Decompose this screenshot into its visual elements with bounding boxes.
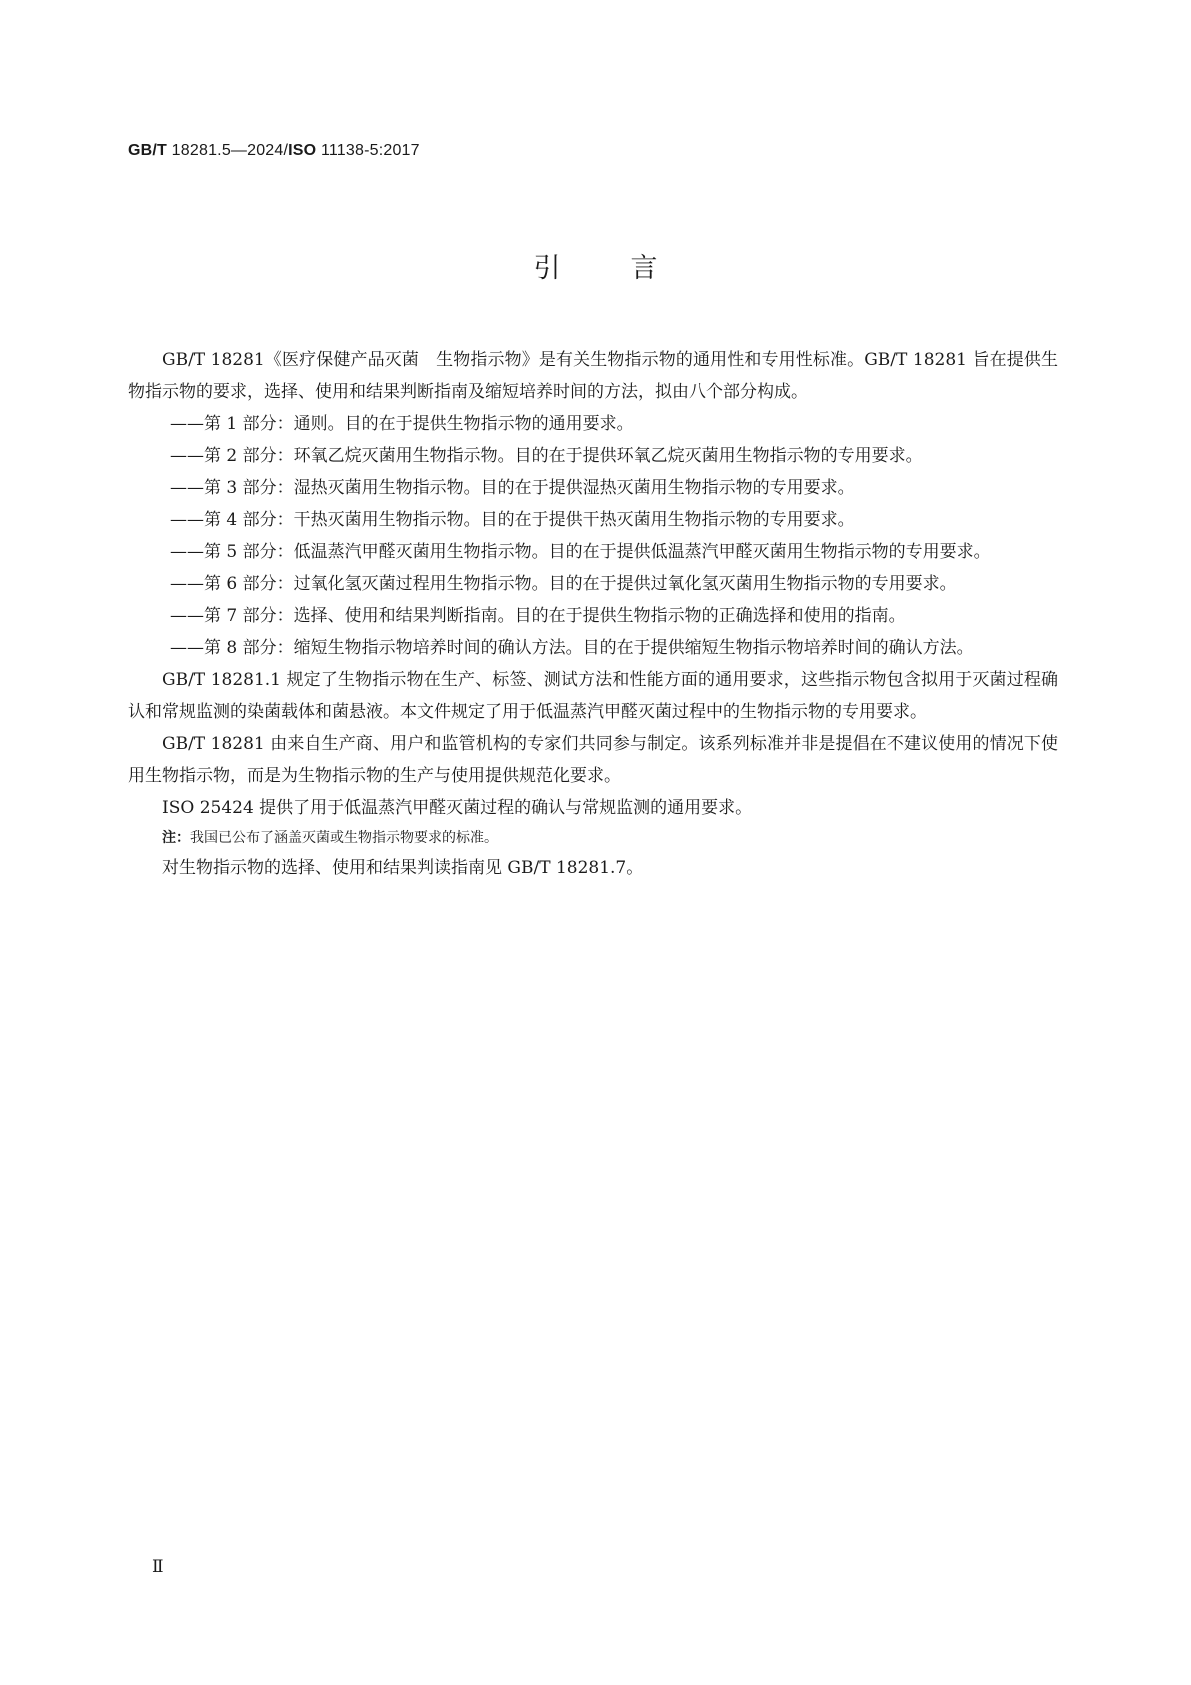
- note-text: 我国已公布了涵盖灭菌或生物指示物要求的标准。: [190, 830, 498, 846]
- page-title: 引言: [533, 253, 728, 284]
- list-item-part-2: ——第 2 部分：环氧乙烷灭菌用生物指示物。目的在于提供环氧乙烷灭菌用生物指示物的专用要求。: [170, 446, 923, 466]
- header-number: 18281.5—2024/: [167, 142, 289, 159]
- header-iso: ISO: [288, 142, 317, 159]
- paragraph-guidance-reference: 对生物指示物的选择、使用和结果判读指南见 GB/T 18281.7。: [162, 858, 644, 878]
- list-item-part-4: ——第 4 部分：干热灭菌用生物指示物。目的在于提供干热灭菌用生物指示物的专用要求。: [170, 510, 855, 530]
- paragraph-series-origin: GB/T 18281 由来自生产商、用户和监管机构的专家们共同参与制定。该系列标准并非是提倡在不建议使用的情况下使用生物指示物，而是为生物指示物的生产与使用提供规范化要求。: [128, 734, 1058, 786]
- page-number: Ⅱ: [152, 1557, 164, 1577]
- list-item-part-5: ——第 5 部分：低温蒸汽甲醛灭菌用生物指示物。目的在于提供低温蒸汽甲醛灭菌用生物指示物的专用要求。: [170, 542, 991, 562]
- intro-paragraph: GB/T 18281《医疗保健产品灭菌 生物指示物》是有关生物指示物的通用性和专用性标准。GB/T 18281 旨在提供生物指示物的要求，选择、使用和结果判断指南及缩短培养时间的方法，拟由八个部分构成。: [128, 350, 1058, 402]
- paragraph-iso-25424: ISO 25424 提供了用于低温蒸汽甲醛灭菌过程的确认与常规监测的通用要求。: [162, 798, 753, 818]
- list-item-part-7: ——第 7 部分：选择、使用和结果判断指南。目的在于提供生物指示物的正确选择和使用的指南。: [170, 606, 906, 626]
- header-gbt: GB/T: [128, 142, 168, 159]
- list-item-part-1: ——第 1 部分：通则。目的在于提供生物指示物的通用要求。: [170, 414, 634, 434]
- header-iso-number: 11138-5:2017: [316, 142, 420, 159]
- paragraph-part1-scope: GB/T 18281.1 规定了生物指示物在生产、标签、测试方法和性能方面的通用要求，这些指示物包含拟用于灭菌过程确认和常规监测的染菌载体和菌悬液。本文件规定了用于低温蒸汽甲醛灭菌过程中的生物指示物的专用要求。: [128, 670, 1058, 722]
- note: [128, 824, 1058, 852]
- list-item-part-8: ——第 8 部分：缩短生物指示物培养时间的确认方法。目的在于提供缩短生物指示物培养时间的确认方法。: [170, 638, 974, 658]
- note-label: 注：: [162, 830, 190, 846]
- list-item-part-3: ——第 3 部分：湿热灭菌用生物指示物。目的在于提供湿热灭菌用生物指示物的专用要求。: [170, 478, 855, 498]
- document-body: [128, 344, 1058, 884]
- standard-code-header: [128, 142, 420, 160]
- list-item-part-6: ——第 6 部分：过氧化氢灭菌过程用生物指示物。目的在于提供过氧化氢灭菌用生物指示物的专用要求。: [170, 574, 957, 594]
